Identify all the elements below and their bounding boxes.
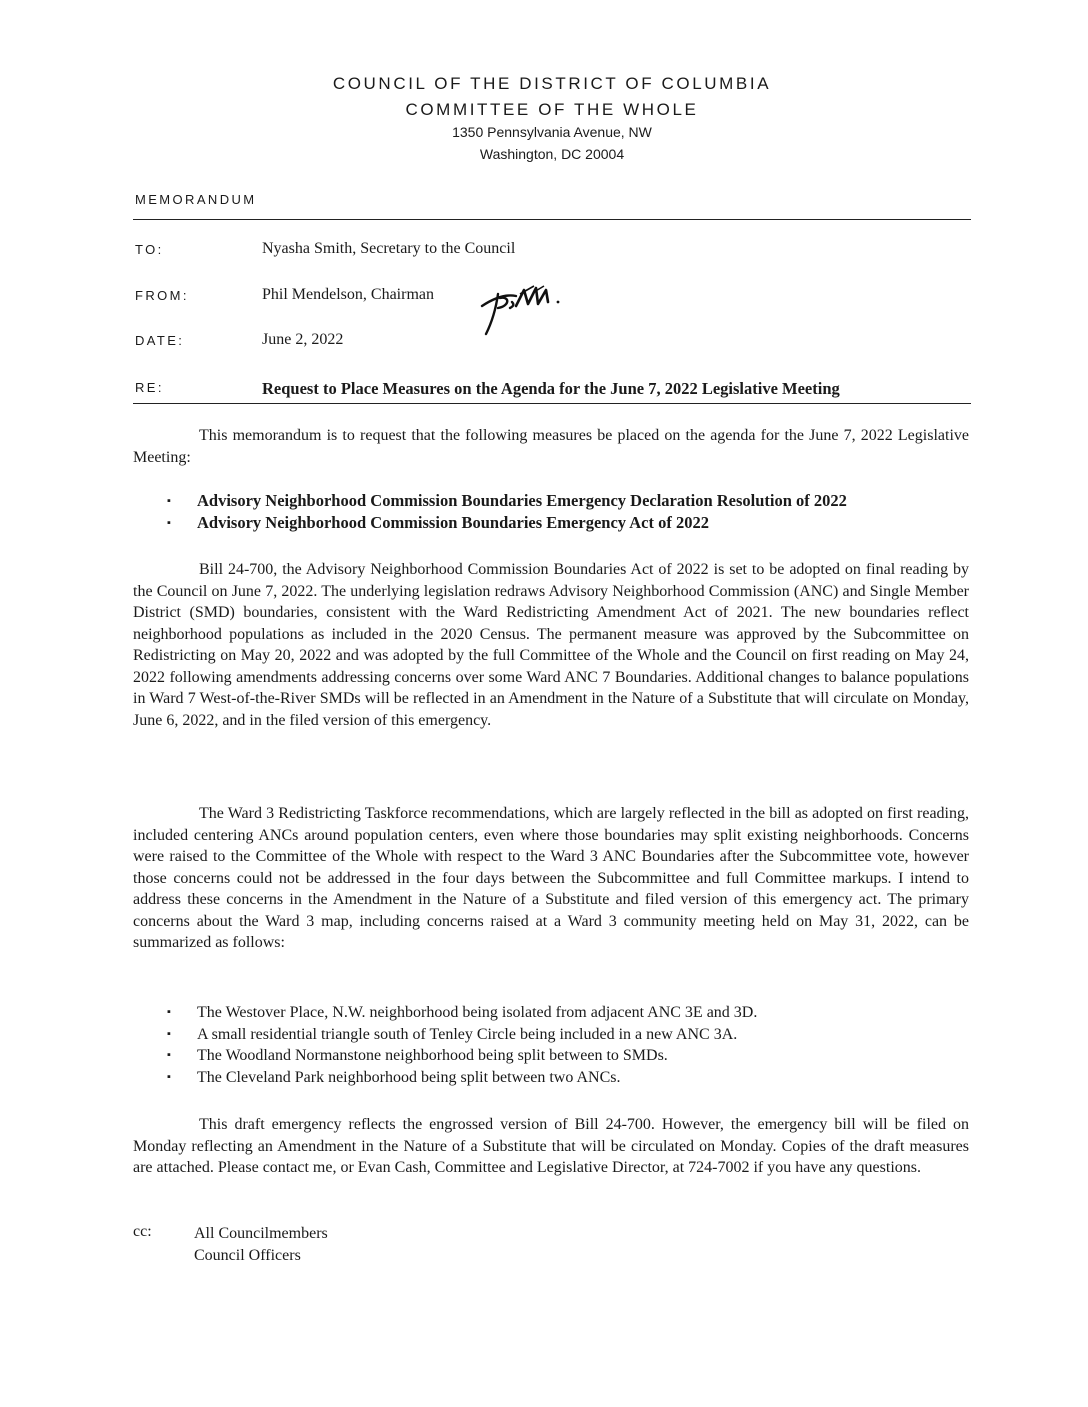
handwritten-signature [476,276,566,338]
list-item: ▪ Advisory Neighborhood Commission Boundaries Emergency Declaration Resolution of 2022 [167,490,987,512]
cc-recipients [194,1223,328,1267]
ward3-paragraph: The Ward 3 Redistricting Taskforce recommendations, which are largely reflected in the bill as adopted on first reading, included centering ANCs around population centers, even where those boundaries may split existing neighborhoods. Concerns were raised to the Committee of the Whole with respect to the Ward 3 ANC Boundaries after the Subcommittee vote, however those concerns could not be addressed in the four days between the Subcommittee and full Committee markups. I intend to address these concerns in the Amendment in the Nature of a Substitute and filed version of this emergency act. The primary concerns about the Ward 3 map, including concerns raised at a Ward 3 community meeting held on May 31, 2022, can be summarized as follows: [133,805,969,951]
address-line-2: Washington, DC 20004 [479,146,625,162]
date-value: June 2, 2022 [262,331,344,348]
closing-paragraph: This draft emergency reflects the engrossed version of Bill 24-700. However, the emergency bill will be filed on Monday reflecting an Amendment in the Nature of a Substitute that will be circulated on Monday. Copies of the draft measures are attached. Please contact me, or Evan Cash, Committee and Legislative Director, at 724-7002 if you have any questions. [133,1116,969,1176]
re-subject: Request to Place Measures on the Agenda for the June 7, 2022 Legislative Meeting [262,379,840,398]
committee-name: COMMITTEE OF THE WHOLE [405,100,699,119]
intro-paragraph: This memorandum is to request that the following measures be placed on the agenda for the June 7, 2022 Legislative Meeting: [133,427,969,466]
cc-recipient: All Councilmembers [194,1225,328,1242]
list-item: ▪ The Cleveland Park neighborhood being split between two ANCs. [167,1067,987,1089]
list-item: ▪ Advisory Neighborhood Commission Boundaries Emergency Act of 2022 [167,512,987,534]
memorandum-label: MEMORANDUM [135,192,257,207]
list-item: ▪ The Woodland Normanstone neighborhood being split between to SMDs. [167,1045,987,1067]
list-item: ▪ The Westover Place, N.W. neighborhood being isolated from adjacent ANC 3E and 3D. [167,1002,987,1024]
from-value: Phil Mendelson, Chairman [262,286,434,303]
background-paragraph: Bill 24-700, the Advisory Neighborhood Commission Boundaries Act of 2022 is set to be adopted on final reading by the Council on June 7, 2022. The underlying legislation redraws Advisory Neighborhood Commission (ANC) and Single Member District (SMD) boundaries, consistent with the Ward Redistricting Amendment Act of 2021. The new boundaries reflect neighborhood populations as included in the 2020 Census. The permanent measure was approved by the Subcommittee on Redistricting on May 20, 2022 and was adopted by the full Committee of the Whole and the Council on first reading on May 24, 2022 following amendments addressing concerns over some Ward ANC 7 Boundaries. Additional changes to balance populations in Ward 7 West-of-the-River SMDs will be reflected in an Amendment in the Nature of a Substitute that will circulate on Monday, June 6, 2022, and in the filed version of this emergency. [133,561,969,729]
from-label: FROM: [135,288,189,303]
re-label: RE: [135,380,164,395]
cc-label: cc: [133,1223,152,1240]
list-item: ▪ A small residential triangle south of Tenley Circle being included in a new ANC 3A. [167,1024,987,1046]
header-divider [133,219,971,220]
subject-divider [133,403,971,404]
measures-list [167,490,987,534]
address-line-1: 1350 Pennsylvania Avenue, NW [452,124,652,140]
to-value: Nyasha Smith, Secretary to the Council [262,240,516,257]
date-label: DATE: [135,333,185,348]
concerns-list [167,1002,987,1088]
to-label: TO: [135,242,164,257]
council-name: COUNCIL OF THE DISTRICT OF COLUMBIA [332,74,772,93]
cc-recipient: Council Officers [194,1247,301,1264]
